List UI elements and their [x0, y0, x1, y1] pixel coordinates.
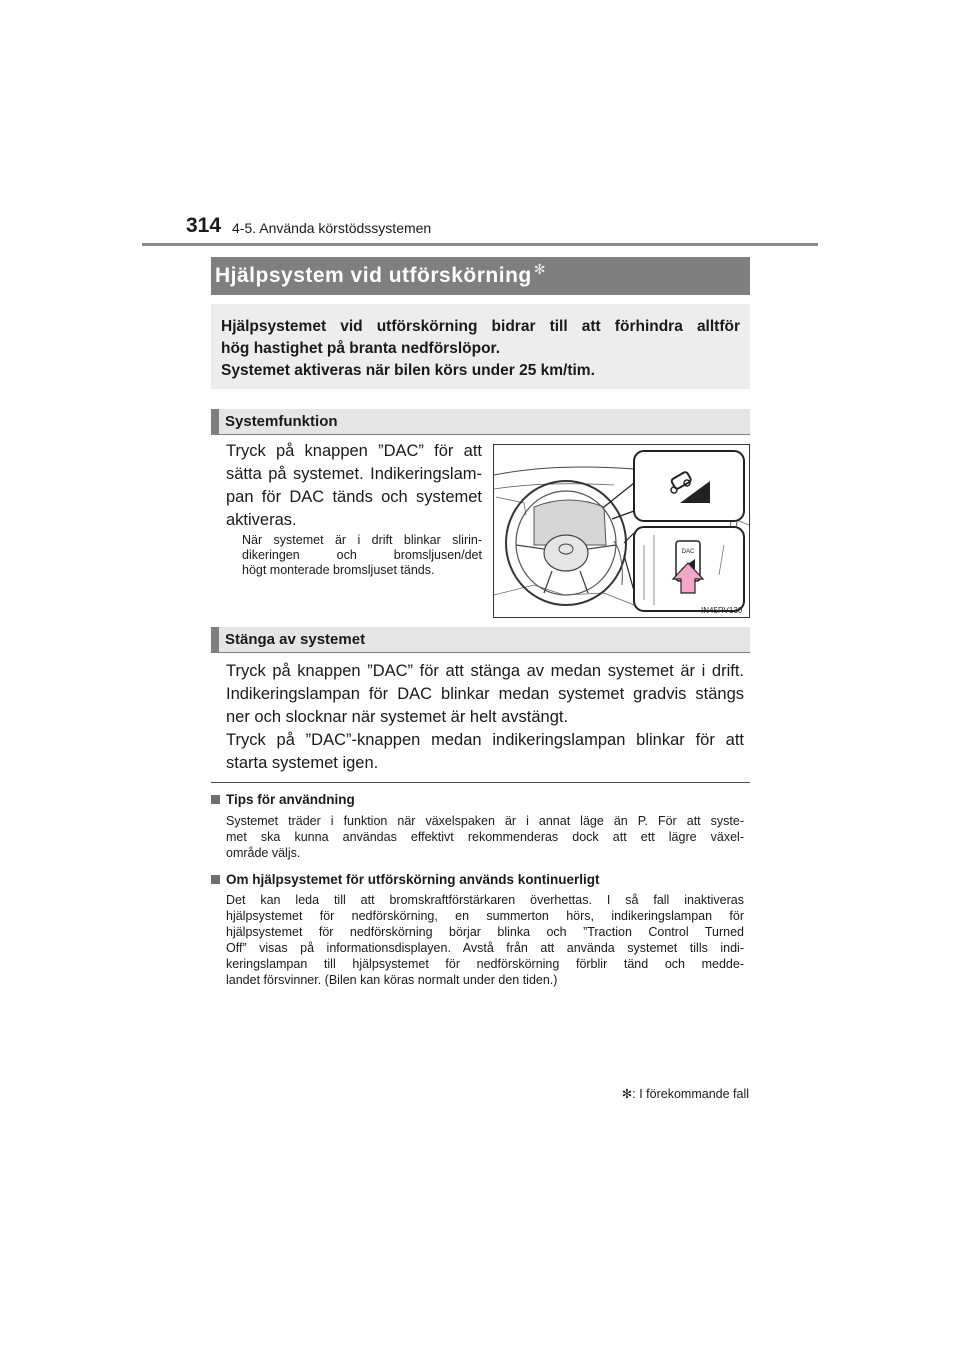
tip-line: hjälpsystemet för nedförskörning börjar blinka och ”Traction Control Turned: [226, 925, 744, 939]
text-line: Tryck på knappen ”DAC” för att stänga av medan systemet är i drift.: [226, 662, 744, 680]
footnote-marker: ✻: [621, 1087, 633, 1101]
text-line: pan för DAC tänds och systemet: [226, 488, 482, 506]
footnote: [622, 1086, 749, 1101]
system-function-note: [242, 533, 482, 578]
text-line: aktiveras.: [226, 511, 297, 529]
tip-heading: [211, 872, 600, 887]
tip-text: [226, 813, 744, 861]
intro-box: [211, 304, 750, 389]
text-line: Tryck på knappen ”DAC” för att: [226, 442, 482, 460]
illustration-code: IN45RV130: [701, 606, 743, 615]
footnote-marker: ✻: [533, 260, 546, 277]
text-line: starta systemet igen.: [226, 754, 379, 772]
tip-line: met ska kunna användas effektivt rekommenderas dock att ett lägre växel-: [226, 830, 744, 844]
text-line: Tryck på ”DAC”-knappen medan indikeringslampan blinkar för att: [226, 731, 744, 749]
page-number: 314: [186, 214, 222, 237]
note-line: högt monterade bromsljuset tänds.: [242, 563, 435, 577]
section-heading-turn-off: Stänga av systemet: [211, 627, 750, 653]
text-line: Indikeringslampan för DAC blinkar medan systemet gradvis stängs: [226, 685, 744, 703]
note-line: När systemet är i drift blinkar slirin-: [242, 533, 482, 547]
intro-line-3: Systemet aktiveras när bilen körs under 25 km/tim.: [221, 362, 595, 379]
system-function-text: [226, 440, 482, 532]
tip-heading-text: Om hjälpsystemet för utförskörning används kontinuerligt: [226, 872, 600, 887]
dac-illustration: [493, 444, 750, 618]
tip-heading-text: Tips för användning: [226, 792, 355, 807]
tip-line: hjälpsystemet för nedförskörning, en summerton hörs, indikeringslampan för: [226, 909, 744, 923]
square-bullet-icon: [211, 875, 220, 884]
page-title-text: Hjälpsystem vid utförskörning: [215, 264, 532, 287]
section-heading-system-function: Systemfunktion: [211, 409, 750, 435]
note-line: dikeringen och bromsljusen/det: [242, 548, 482, 562]
tip-line: Systemet träder i funktion när växelspaken är i annat läge än P. För att syste-: [226, 814, 744, 828]
intro-line-2: hög hastighet på branta nedförslöpor.: [221, 340, 501, 357]
tips-divider: [211, 782, 750, 783]
square-bullet-icon: [211, 795, 220, 804]
text-line: sätta på systemet. Indikeringslam-: [226, 465, 482, 483]
tip-line: område väljs.: [226, 846, 301, 860]
tip-text: [226, 892, 744, 988]
text-line: ner och slocknar när systemet är helt avstängt.: [226, 708, 569, 726]
header-rule: [142, 243, 818, 246]
tip-line: keringslampan till hjälpsystemet för nedförskörning förblir tänd och medde-: [226, 957, 744, 971]
intro-line-1: Hjälpsystemet vid utförskörning bidrar till att förhindra alltför: [221, 318, 740, 335]
footnote-text: : I förekommande fall: [632, 1087, 749, 1101]
dac-button-label: DAC: [681, 549, 695, 555]
tip-line: Det kan leda till att bromskraftförstärkaren överhettas. I så fall inaktiveras: [226, 893, 744, 907]
page-title: [211, 257, 750, 295]
dashboard-drawing: [494, 445, 750, 618]
turn-off-text: [226, 660, 744, 775]
section-reference: 4-5. Använda körstödssystemen: [232, 220, 432, 236]
tip-line: landet försvinner. (Bilen kan köras normalt under den tiden.): [226, 973, 558, 987]
tip-line: Off” visas på informationsdisplayen. Avstå från att använda systemet tills indi-: [226, 941, 744, 955]
tip-heading: [211, 792, 355, 807]
